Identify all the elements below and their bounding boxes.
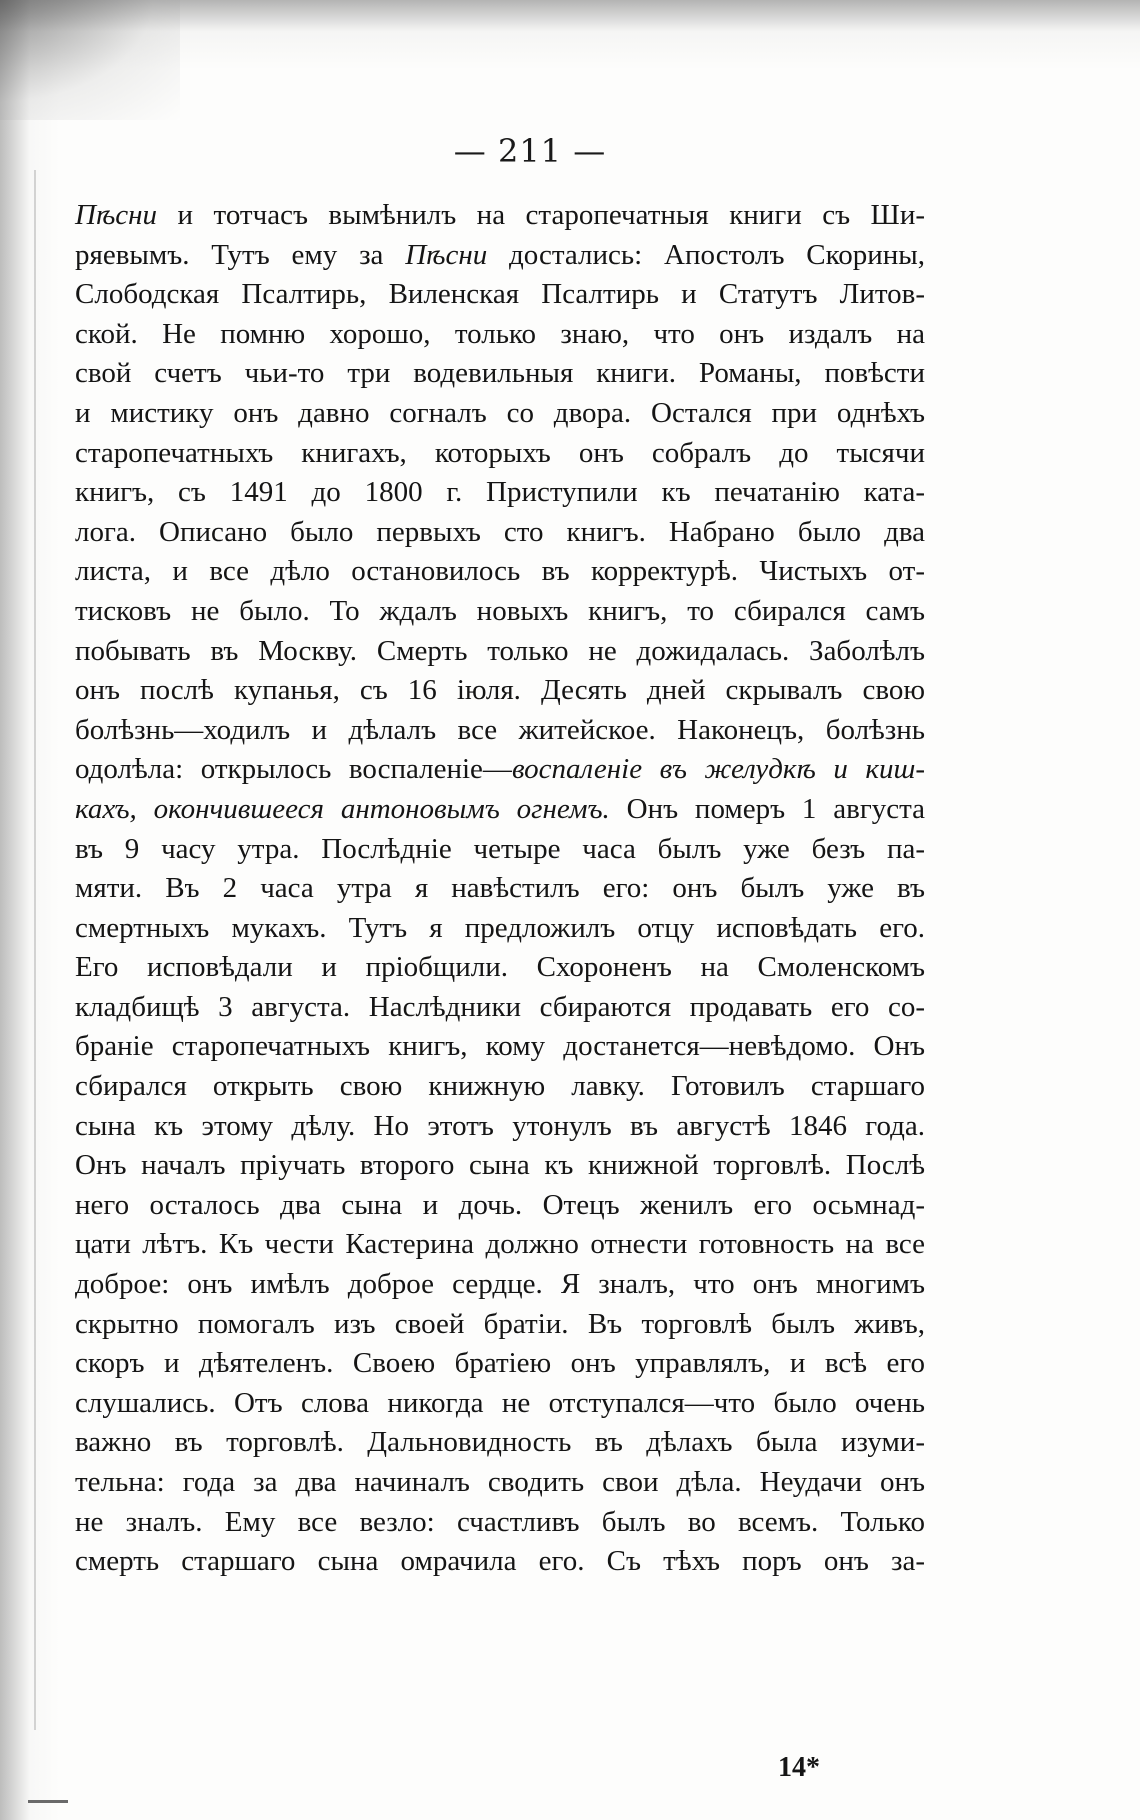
text-line: него осталось два сына и дочь. Отецъ женилъ его осьмнад-: [75, 1188, 925, 1221]
text-line: [75, 750, 925, 790]
page-edge-line: [34, 170, 36, 1730]
text-line: ской. Не помню хорошо, только знаю, что онъ издалъ на: [75, 317, 925, 350]
text-line: лога. Описано было первыхъ сто книгъ. Набрано было два: [75, 515, 925, 548]
text-fragment: и тотчасъ вымѣнилъ на старопечатныя книги съ Ши-: [157, 199, 925, 231]
text-line: побывать въ Москву. Смерть только не дожидалась. Заболѣлъ: [75, 634, 925, 667]
text-line: доброе: онъ имѣлъ доброе сердце. Я зналъ, что онъ многимъ: [75, 1268, 925, 1301]
scan-shadow-left: [0, 0, 60, 1820]
text-line: сбирался открыть свою книжную лавку. Готовилъ старшаго: [75, 1070, 925, 1103]
italic-text: Пѣсни: [405, 238, 488, 271]
text-line: цати лѣтъ. Къ чести Кастерина должно отнести готовность на все: [75, 1228, 925, 1261]
text-line: важно въ торговлѣ. Дальновидность въ дѣлахъ была изуми-: [75, 1426, 925, 1459]
text-line: не зналъ. Ему все везло: счастливъ былъ во всемъ. Только: [75, 1505, 925, 1538]
text-fragment: ряевымъ. Тутъ ему за: [75, 238, 406, 271]
text-line: [75, 196, 925, 236]
text-line: въ 9 часу утра. Послѣдніе четыре часа былъ уже безъ па-: [75, 832, 925, 865]
body-text: [75, 196, 925, 1582]
text-line: браніе старопечатныхъ книгъ, кому достанется—невѣдомо. Онъ: [75, 1030, 925, 1063]
text-line: [75, 236, 925, 276]
text-line: Онъ началъ пріучать второго сына къ книжной торговлѣ. Послѣ: [75, 1149, 925, 1182]
text-line: листа, и все дѣло остановилось въ корректурѣ. Чистыхъ от-: [75, 555, 925, 588]
text-line: Его исповѣдали и пріобщили. Схороненъ на Смоленскомъ: [75, 951, 925, 984]
text-line: онъ послѣ купанья, съ 16 іюля. Десять дней скрывалъ свою: [75, 674, 925, 707]
text-line: книгъ, съ 1491 до 1800 г. Приступили къ печатанію ката-: [75, 476, 925, 509]
text-line: болѣзнь—ходилъ и дѣлалъ все житейское. Наконецъ, болѣзнь: [75, 713, 925, 746]
text-line: скрытно помогалъ изъ своей братіи. Въ торговлѣ былъ живъ,: [75, 1307, 925, 1340]
scan-corner-shadow: [0, 0, 180, 120]
text-fragment: Онъ померъ 1 августа: [609, 792, 925, 825]
text-line: скоръ и дѣятеленъ. Своею братіею онъ управлялъ, и всѣ его: [75, 1347, 925, 1380]
page-number: — 211 —: [453, 132, 607, 170]
text-line: слушались. Отъ слова никогда не отступался—что было очень: [75, 1386, 925, 1419]
italic-text: кахъ, окончившееся антоновымъ огнемъ.: [75, 792, 610, 825]
text-fragment: достались: Апостолъ Скорины,: [487, 238, 925, 271]
text-line: [75, 790, 925, 830]
text-line: смертныхъ мукахъ. Тутъ я предложилъ отцу исповѣдать его.: [75, 911, 925, 944]
text-line: Слободская Псалтирь, Виленская Псалтирь и Статутъ Литов-: [75, 278, 925, 311]
text-line: и мистику онъ давно согналъ со двора. Остался при однѣхъ: [75, 396, 925, 429]
text-line: кладбищѣ 3 августа. Наслѣдники сбираются продавать его со-: [75, 990, 925, 1023]
text-fragment: одолѣла: открылось воспаленіе—: [75, 753, 512, 786]
text-line: старопечатныхъ книгахъ, которыхъ онъ собралъ до тысячи: [75, 436, 925, 469]
text-line: свой счетъ чьи-то три водевильныя книги. Романы, повѣсти: [75, 357, 925, 390]
italic-text: воспаленіе въ желудкѣ и киш-: [511, 753, 925, 786]
scan-bottom-mark: [28, 1800, 68, 1803]
text-line: тисковъ не было. То ждалъ новыхъ книгъ, то сбирался самъ: [75, 594, 925, 627]
italic-text: Пѣсни: [75, 199, 158, 231]
signature-mark: 14*: [778, 1752, 820, 1783]
text-line: смерть старшаго сына омрачила его. Съ тѣхъ поръ онъ за-: [75, 1545, 925, 1578]
text-line: мяти. Въ 2 часа утра я навѣстилъ его: онъ былъ уже въ: [75, 872, 925, 905]
text-line: сына къ этому дѣлу. Но этотъ утонулъ въ августѣ 1846 года.: [75, 1109, 925, 1142]
text-line: тельна: года за два начиналъ сводить свои дѣла. Неудачи онъ: [75, 1466, 925, 1498]
